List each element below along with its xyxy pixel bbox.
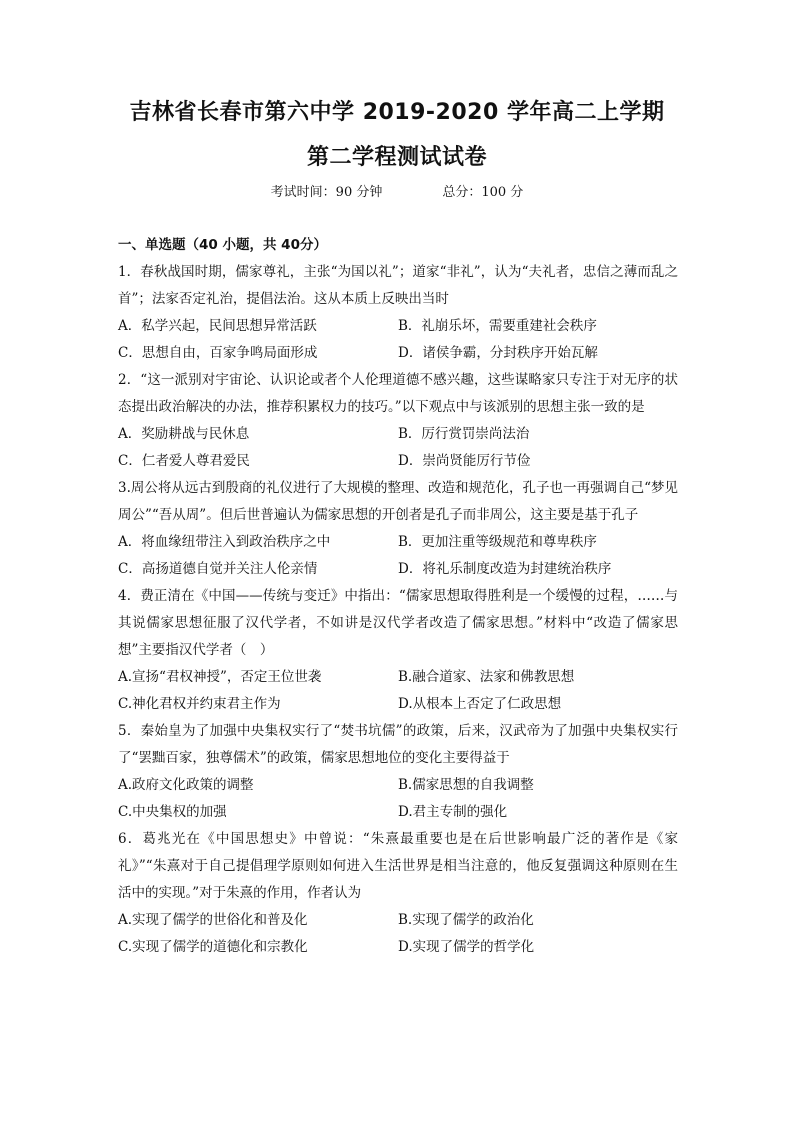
- option-c: C.神化君权并约束君主作为: [118, 696, 281, 712]
- option-a: A.实现了儒学的世俗化和普及化: [118, 912, 308, 928]
- question-text: 5．秦始皇为了加强中央集权实行了“焚书坑儒”的政策，后来，汉武帝为了加强中央集权实行了“罢黜百家，独尊儒术”的政策，儒家思想地位的变化主要得益于: [118, 723, 678, 766]
- question-2: [118, 367, 678, 475]
- question-3: [118, 475, 678, 583]
- option-c: C.实现了儒学的道德化和宗教化: [118, 939, 308, 955]
- option-d: D.从根本上否定了仁政思想: [398, 696, 562, 712]
- option-grid: [118, 529, 678, 583]
- question-text: 3.周公将从远古到殷商的礼仪进行了大规模的整理、改造和规范化，孔子也一再强调自己“梦见周公”“吾从周”。但后世普遍认为儒家思想的开创者是孔子而非周公，这主要是基于孔子: [118, 480, 678, 523]
- option-b: B．礼崩乐坏，需要重建社会秩序: [398, 318, 597, 334]
- option-grid: [118, 664, 678, 718]
- question-text: 4．费正清在《中国——传统与变迁》中指出：“儒家思想取得胜利是一个缓慢的过程，……与其说儒家思想征服了汉代学者，不如讲是汉代学者改造了儒家思想。”材料中“改造了儒家思想”主要指汉代学者（ ）: [118, 588, 678, 658]
- option-c: C．高扬道德自觉并关注人伦亲情: [118, 561, 318, 577]
- option-a: A．私学兴起，民间思想异常活跃: [118, 318, 317, 334]
- option-b: B．更加注重等级规范和尊卑秩序: [398, 534, 597, 550]
- page-subtitle: 第二学程测试试卷: [306, 145, 487, 170]
- page-title: 吉林省长春市第六中学 2019-2020 学年高二上学期: [129, 100, 665, 125]
- question-5: [118, 718, 678, 826]
- question-list: [118, 232, 678, 961]
- option-a: A．奖励耕战与民休息: [118, 426, 250, 442]
- option-d: D．诸侯争霸，分封秩序开始瓦解: [398, 345, 598, 361]
- option-d: D.君主专制的强化: [398, 804, 508, 820]
- option-d: D．崇尚贤能厉行节俭: [398, 453, 531, 469]
- option-grid: [118, 772, 678, 826]
- option-c: C.中央集权的加强: [118, 804, 227, 820]
- option-c: C．思想自由，百家争鸣局面形成: [118, 345, 318, 361]
- option-b: B.融合道家、法家和佛教思想: [398, 669, 575, 685]
- option-c: C．仁者爱人尊君爱民: [118, 453, 250, 469]
- question-text: 2．“这一派别对宇宙论、认识论或者个人伦理道德不感兴趣，这些谋略家只专注于对无序的状态提出政治解决的办法，推荐积累权力的技巧。”以下观点中与该派别的思想主张一致的是: [118, 372, 678, 415]
- option-b: B.实现了儒学的政治化: [398, 912, 534, 928]
- question-text: 1．春秋战国时期，儒家尊礼，主张“为国以礼”；道家“非礼”，认为“夫礼者，忠信之薄而乱之首”；法家否定礼治，提倡法治。这从本质上反映出当时: [118, 264, 678, 307]
- option-a: A.宣扬“君权神授”，否定王位世袭: [118, 669, 322, 685]
- option-d: D．将礼乐制度改造为封建统治秩序: [398, 561, 612, 577]
- question-1: [118, 259, 678, 367]
- question-6: [118, 826, 678, 961]
- exam-time: 考试时间：90 分钟: [270, 185, 383, 200]
- option-b: B.儒家思想的自我调整: [398, 777, 534, 793]
- question-text: 6．葛兆光在《中国思想史》中曾说：“朱熹最重要也是在后世影响最广泛的著作是《家礼》”“朱熹对于自己提倡理学原则如何进入生活世界是相当注意的，他反复强调这种原则在生活中的实现。”对于朱熹的作用，作者认为: [118, 831, 678, 901]
- option-b: B．厉行赏罚崇尚法治: [398, 426, 530, 442]
- option-grid: [118, 907, 678, 961]
- section-heading: 一、单选题（40 小题，共 40分）: [118, 237, 327, 253]
- option-a: A.政府文化政策的调整: [118, 777, 254, 793]
- exam-meta: [0, 181, 794, 200]
- total-score: 总分：100 分: [442, 185, 524, 200]
- option-a: A．将血缘纽带注入到政治秩序之中: [118, 534, 331, 550]
- question-4: [118, 583, 678, 718]
- option-grid: [118, 313, 678, 367]
- option-d: D.实现了儒学的哲学化: [398, 939, 535, 955]
- option-grid: [118, 421, 678, 475]
